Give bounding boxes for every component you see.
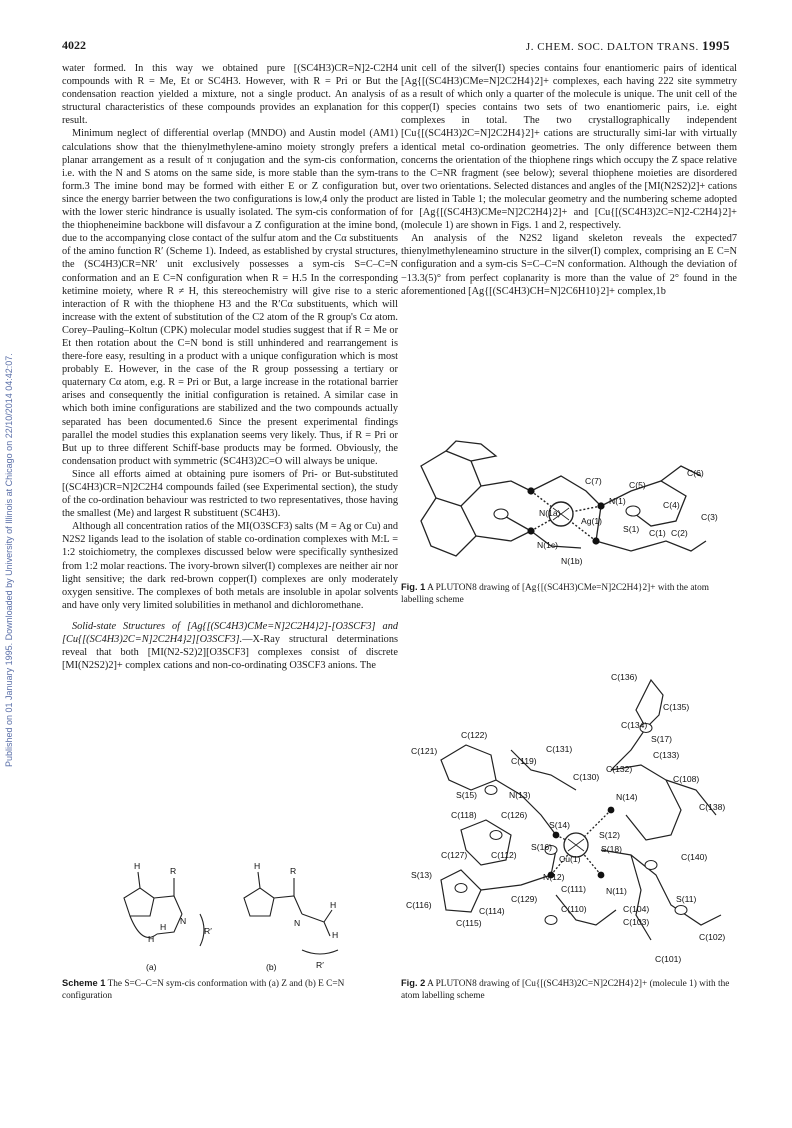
scheme-label: (b) (266, 962, 277, 972)
paragraph-text: —X-Ray structural determinations reveal that both [MI(N2-S2)2][O3SCF3] complexes consist of discrete [MI(N2S2)2]+ complex cations and non-co-ordinating O3SCF3 anions. The (62, 634, 398, 672)
download-notice: Published on 01 January 1995. Downloaded by University of Illinois at Chicago on 22/10/2014 04:42:07. (4, 353, 14, 767)
paragraph: An analysis of the N2S2 ligand skeleton reveals the expected7 thienylmethyleneamino structure in the silver(I) complex, comprising an E C=N configuration and a sym-cis S=C–C=N conformation. Although the deviation of −13.3(5)° from perfect coplanarity is more than the value of 2° found in the aforementioned [Ag{[(SC4H3)CH=N]2C6H10}2]+ complex,1b (401, 233, 737, 297)
atom-label: C(134) (621, 720, 648, 730)
atom-label: S(18) (601, 844, 623, 854)
atom-label: C(138) (699, 802, 726, 812)
journal-year: 1995 (702, 38, 730, 53)
scheme-label: H (254, 861, 261, 871)
atom-label: C(108) (673, 774, 700, 784)
atom-label: C(140) (681, 852, 708, 862)
atom-label: N(1) (609, 496, 626, 506)
atom-label: C(101) (655, 954, 682, 964)
atom-label: C(119) (511, 756, 537, 766)
atom-label: C(116) (406, 900, 432, 910)
atom-label: N(14) (616, 792, 638, 802)
atom-label: S(16) (531, 842, 553, 852)
atom-label: C(136) (611, 672, 638, 682)
atom-label: C(129) (511, 894, 538, 904)
paragraph: Although all concentration ratios of the MI(O3SCF3) salts (M = Ag or Cu) and N2S2 ligands lead to the isolation of stable co-ordination complexes with M:L = 1:2 stoichiometry, the complexes discussed below were specifically synthesized from 1:2 molar reactions. The ivory-brown silver(I) complexes are neither air nor light sensitive; the dark red-brown copper(I) complexes are only moderately oxygen sensitive. The complexes of both metals are insoluble in apolar solvents and have only very limited solubilities in methanol and dichloromethane. (62, 521, 398, 611)
caption-label: Scheme 1 (62, 978, 106, 988)
atom-label: Ag(1) (581, 516, 603, 526)
section-paragraph (62, 620, 398, 672)
atom-label: Cu(1) (559, 854, 581, 864)
scheme-label: H (330, 900, 337, 910)
atom-label: C(131) (546, 744, 573, 754)
atom-label: C(5) (629, 480, 646, 490)
atom-label: S(13) (411, 870, 433, 880)
atom-label: C(135) (663, 702, 690, 712)
scheme-label: N (180, 916, 187, 926)
atom-label: C(104) (623, 904, 650, 914)
scheme-label: R′ (316, 960, 324, 970)
scheme-label: H (148, 934, 155, 944)
atom-label: S(17) (651, 734, 673, 744)
atom-label: S(1) (623, 524, 640, 534)
scheme-label: R (290, 866, 297, 876)
atom-label: C(133) (653, 750, 680, 760)
atom-label: S(11) (676, 894, 697, 904)
left-column (62, 62, 398, 672)
atom-label: C(7) (585, 476, 602, 486)
paragraph: Since all efforts aimed at obtaining pure isomers of Pri- or But-substituted [(SC4H3)CR=N]2C2H4 compounds failed (see Experimental section), the study of the co-ordination behaviour was restricted to two representatives, those having the smallest (Me) and largest R substituent (SC4H3). (62, 468, 398, 520)
atom-label: S(15) (456, 790, 478, 800)
scheme-label: H (160, 922, 167, 932)
atom-label: N(1c) (537, 540, 559, 550)
atom-label: C(114) (479, 906, 505, 916)
atom-label: C(2) (671, 528, 688, 538)
atom-label: C(127) (441, 850, 468, 860)
atom-label: C(126) (501, 810, 528, 820)
figure-2-caption (401, 978, 737, 1002)
atom-label: C(111) (561, 884, 586, 894)
atom-label: C(121) (411, 746, 438, 756)
journal-header (526, 38, 730, 54)
journal-name: J. CHEM. SOC. DALTON TRANS. (525, 41, 699, 53)
section-heading: Solid-state Structures of [Ag{[(SC4H3)CMe=N]2C2H4}2]-[O3SCF3] and [Cu{[(SC4H3)2C=N]2C2H4}2][O3SCF3]. (62, 620, 398, 646)
atom-label: S(14) (549, 820, 571, 830)
paragraph: Minimum neglect of differential overlap (MNDO) and Austin model (AM1) calculations show that the thienylmethylene-amino moiety strongly prefers a planar arrangement as a result of π conjugation and the sym-cis conformation, i.e. with the N and S atoms on the same side, is more stable than the sym-trans form.3 The imine bond may be formed with either E or Z configuration but, since the energy barrier between the two configurations is low,4 only the product with the lower steric hindrance is usually isolated. The sym-cis conformation of the thiopheneimine backbone will disfavour a Z configuration at the imine bond, due to the accompanying close contact of the sulfur atom and the Cα substituents of the amino function R′ (Scheme 1). Indeed, as established by crystal structures, the (SC4H3)CR=NR′ unit exclusively possesses a sym-cis S=C–C=N conformation and an E C=N configuration when R = H.5 In the corresponding ketimine moiety, where R ≠ H, this stereochemistry will give rise to a steric interaction of R with the thiophene H3 and the R′Cα substituents, which will increase with the extent of substitution of the C2 atom of the R group's Cα atom. Corey–Pauling–Koltun (CPK) molecular model studies suggest that if R = Me or Et then rotation about the C=N bond is still unhindered and rearrangement is there-fore easy, resulting in a product with a unique configuration which is most probably E. However, in the case of the R group possessing a tertiary or quaternary Cα atom, e.g. R = Pri or But, a large increase in the rotational barrier arises and consequently the initial configuration is retained. A similar case in which both imine configurations are stabilized and the two compounds actually separated has been documented.6 Since the present experimental findings parallel the model studies this explanation seems very likely. Thus, if R = Pri or But up to three different Schiff-base products may be formed. Obviously, the condensation product with symmetric (SC4H3)2C=O will always be unique. (62, 128, 398, 467)
scheme-label: H (332, 930, 339, 940)
caption-label: Fig. 2 (401, 978, 426, 988)
atom-label: N(1a) (539, 508, 561, 518)
figure-1-molecule (401, 436, 737, 576)
caption-text: A PLUTON8 drawing of [Ag{[(SC4H3)CMe=N]2C2H4}2]+ with the atom labelling scheme (401, 583, 709, 605)
atom-label: C(6) (687, 468, 704, 478)
scheme-1-structures (62, 856, 398, 976)
atom-label: C(103) (623, 917, 650, 927)
atom-label: C(122) (461, 730, 488, 740)
figure-2-molecule (401, 650, 737, 970)
right-column (401, 62, 737, 298)
atom-label: C(118) (451, 810, 477, 820)
scheme-1-caption (62, 978, 382, 1002)
atom-label: C(115) (456, 918, 482, 928)
page-number: 4022 (62, 38, 86, 52)
scheme-label: H (134, 861, 141, 871)
caption-text: The S=C–C=N sym-cis conformation with (a) Z and (b) E C=N configuration (62, 979, 345, 1001)
atom-label: C(110) (561, 904, 587, 914)
atom-label: C(132) (606, 764, 633, 774)
caption-text: A PLUTON8 drawing of [Cu{[(SC4H3)2C=N]2C2H4}2]+ (molecule 1) with the atom labelling scheme (401, 979, 730, 1001)
atom-label: C(3) (701, 512, 718, 522)
atom-label: C(102) (699, 932, 726, 942)
scheme-label: (a) (146, 962, 157, 972)
paragraph: water formed. In this way we obtained pure [(SC4H3)CR=N]2-C2H4 compounds with R = Me, Et or SC4H3. However, with R = Pri or But the condensation reaction yielded a mixture, not a single product. An analysis of structural characteristics of these compounds provides an explanation for this result. (62, 63, 398, 127)
atom-label: N(1b) (561, 556, 583, 566)
atom-label: C(1) (649, 528, 666, 538)
caption-label: Fig. 1 (401, 582, 426, 592)
atom-label: N(11) (606, 886, 627, 896)
atom-label: C(4) (663, 500, 680, 510)
scheme-label: R (170, 866, 177, 876)
scheme-label: R′ (204, 926, 212, 936)
atom-label: S(12) (599, 830, 621, 840)
paragraph: unit cell of the silver(I) species contains four enantiomeric pairs of identical [Ag{[(SC4H3)CMe=N]2C2H4}2]+ complexes, each having 222 site symmetry as a result of which only a quarter of the molecule is unique. The unit cell of the copper(I) species contains two sets of two enantiomeric pairs, i.e. eight complexes in total. The two crystallographically independent [Cu{[(SC4H3)2C=N]2C2H4}2]+ cations are structurally simi-lar with virtually identical metal co-ordination geometries. The only difference between them concerns the orientation of the thiophene rings which occupy the Z space relative to the C=NR fragment (see below); several thiophene moieties are disordered over two orientations. Selected distances and angles of the [MI(N2S2)2]+ cations are listed in Table 1; the molecular geometry and the numbering scheme adopted for [Ag{[(SC4H3)CMe=N]2C2H4}2]+ and [Cu{[(SC4H3)2C=N]2-C2H4}2]+ (molecule 1) are shown in Figs. 1 and 2, respectively. (401, 63, 737, 232)
atom-label: C(112) (491, 850, 517, 860)
atom-label: N(12) (543, 872, 565, 882)
atom-label: N(13) (509, 790, 531, 800)
atom-label: C(130) (573, 772, 600, 782)
scheme-label: N (294, 918, 301, 928)
figure-1-caption (401, 582, 737, 606)
